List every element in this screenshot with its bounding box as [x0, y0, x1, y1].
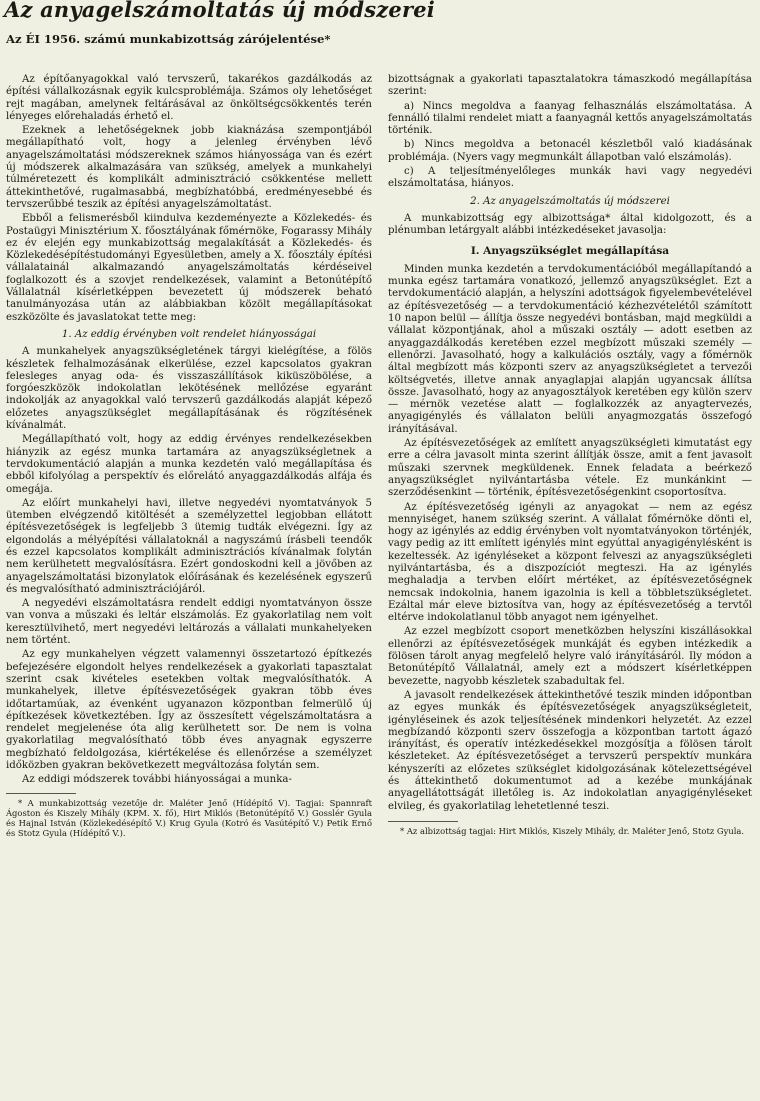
paragraph: Ezeknek a lehetőségeknek jobb kiaknázása szempontjából megállapítható volt, hogy a jelenleg érvényben lévő anyagelszámoltatási módszereknek számos hiányossága van és ezért új módszerek alkalmazására van szükség, amelyek a munkahelyi túlméretezett és komplikált adminisztráció csökkentése mellett áttekinthetővé, rugalmasabbá, megbízhatóbbá, eredményesebbé és tervszerűbbé teszik az építési anyagelszámoltatást.: [6, 125, 372, 210]
article-title: Az anyagelszámoltatás új módszerei: [4, 0, 435, 22]
paragraph: A munkabizottság egy albizottsága* által kidolgozott, és a plénumban letárgyalt alábbi intézkedéseket javasolja:: [388, 212, 752, 237]
footnote: * Az albizottság tagjai: Hirt Miklós, Kiszely Mihály, dr. Maléter Jenő, Stotz Gyula.: [400, 825, 745, 836]
left-column: [6, 74, 372, 838]
subsection-heading: I. Anyagszükséglet megállapítása: [470, 244, 670, 257]
paragraph: Minden munka kezdetén a tervdokumentációból megállapítandó a munka egész tartamára vonatkozó, jellemző anyagszükséglet. Ezt a tervdokumentáció alapján, a helyszíni adottságok figyelembevételével az építésvezetőség — a tervdokumentáció kézhezvételétől számított 10 napon belül — állítja össze negyedévi bontásban, majd megküldi a vállalat központjának, ahol a műszaki osztály — adott esetben az anyaggazdálkodás keretében ezzel megbízott műszaki személy — ellenőrzi. Javasolható, hogy a kalkulációs osztály, vagy a főmérnök által megbízott más központi szerv az anyagszükségletet a tervezői költségvetés, illetve annak anyaglapjai alapján ugyancsak állítsa össze. Javasolható, hogy az anyagosztályok keretében egy külön szerv — mérnök vezetése alatt — foglalkozzék az anyagtervezés, anyagigénylés és vállalaton belüli anyagmozgatás összefogó irányításával.: [388, 263, 752, 435]
paragraph: A munkahelyek anyagszükségletének tárgyi kielégítése, a fölös készletek felhalmozásának elkerülése, ezzel kapcsolatos gyakran felesleges anyag oda- és visszaszállítások kiküszöbölése, a forgóeszközök indokolatlan lekötésének mellőzése egyaránt indokolják az anyagokkal való tervszerű gazdálkodás alapját képező előzetes anyagszükséglet megállapításának és rögzítésének kívánalmát.: [6, 346, 372, 432]
list-item: c) A teljesítményelőleges munkák havi vagy negyedévi elszámoltatása, hiányos.: [388, 166, 752, 190]
paragraph: A javasolt rendelkezések áttekinthetővé teszik minden időpontban az egyes munkák és építésvezetőségek anyagszükségleteit, igényléseinek és azok teljesítésének mindenkori helyzetét. Az ezzel megbízandó központi szerv összefogja a központban tartott ágazó irányítást, és operatív intézkedésekkel mozgósítja a fölösen tárolt készleteket. Az építésvezetőséget a tervszerű perspektív munkára kényszeríti az előzetes szükséglet kidolgozásának kötelezettségével és áttekinthető dokumentumot ad a kezébe munkájának anyagellátottságát illetőleg is. Az indokolatlan anyagigényléseket elvileg, és gyakorlatilag lehetetlenné teszi.: [388, 689, 752, 812]
paragraph: A negyedévi elszámoltatásra rendelt eddigi nyomtatványon össze van vonva a műszaki és leltár elszámolás. Ez gyakorlatilag nem volt keresztülvihető, mert negyedévi leltározás a vállalati munkahelyeken nem történt.: [6, 598, 372, 647]
list-item: a) Nincs megoldva a faanyag felhasználás elszámoltatása. A fennálló tilalmi rendelet miatt a faanyagnál kettős anyagelszámoltatás történik.: [388, 100, 752, 137]
paragraph: Az ezzel megbízott csoport menetközben helyszíni kiszállásokkal ellenőrzi az építésvezetőségek munkáját és egyben intézkedik a fölösen tárolt anyag megfelelő helyre való irányításáról. Ily módon a Betonútépítő Vállalatnál, amely ezt a módszert kísérletképpen bevezette, nagyobb készletek szabadultak fel.: [388, 626, 752, 687]
paragraph: Megállapítható volt, hogy az eddig érvényes rendelkezésekben hiányzik az egész munka tartamára az anyagszükségletnek a tervdokumentáció alapján a munka kezdetén való megállapítása és ebből kifolyólag a perspektív és előrelátó anyaggazdálkodás alfája és omegája.: [6, 434, 372, 495]
footnote: * A munkabizottság vezetője dr. Maléter Jenő (Hídépítő V). Tagjai: Spannraft Ágoston és Kiszely Mihály (KPM. X. fő), Hirt Miklós (Betonútépítő V.) Gosslér Gyula és Hajnal István (Közlekedésépítő V.) Krug Gyula (Kotró és Vasútépítő V.) Petik Ernő és Stotz Gyula (Hídépítő V.).: [6, 797, 372, 839]
article-subtitle: Az ÉI 1956. számú munkabizottság zárójelentése*: [6, 32, 331, 46]
paragraph: Az egy munkahelyen végzett valamennyi összetartozó építkezés befejezésére elgondolt helyes rendelkezések a gyakorlati tapasztalat szerint csak kivételes esetekben voltak megvalósíthatók. A munkahelyek, illetve építésvezetőségek gyakran több éves időtartamúak, az évenként ugyanazon központban felmerülő új építkezések következtében. Így az összesített végelszámoltatásra a rendelet megjelenése óta alig kerülhetett sor. De nem is volna gyakorlatilag megvalósítható több éves anyagnak egyszerre megbízható feldolgozása, kiértékelése és ellenőrzése a személyzet időközben gyakran bekövetkezett megváltozása folytán sem.: [6, 649, 372, 772]
right-column: [388, 74, 752, 836]
paragraph: Az építőanyagokkal való tervszerű, takarékos gazdálkodás az építési vállalkozásnak egyik kulcsproblémája. Számos oly lehetőséget rejt magában, amelynek feltárásával az önköltségcsökkentés terén lényeges előrehaladás érhető el.: [6, 74, 372, 122]
footnote-divider: [6, 793, 76, 794]
paragraph: Az építésvezetőség igényli az anyagokat — nem az egész mennyiséget, hanem szükség szerint. A vállalat főmérnöke dönti el, hogy az igénylés az eddig érvényben volt nyomtatványokon történjék, vagy pedig az itt említett igénylés mint egyúttal anyagigénylésként is kezeltessék. Az igényléseket a központ felveszi az anyagszükségleti nyilvántartásba, és a diszpozíciót megteszi. Ha az igénylés meghaladja a tervben előírt mértéket, az építésvezetőségnek nemcsak indokolnia, hanem igazolnia is kell a többletszükségletet. Ezáltal már eleve biztosítva van, hogy az építésvezetőség a tervtől eltérve indokolatlanul több anyagot nem igényelhet.: [388, 501, 752, 624]
paragraph: Ebből a felismerésből kiindulva kezdeményezte a Közlekedés- és Postaügyi Minisztérium X. főosztályának főmérnöke, Fogarassy Mihály ez év elején egy munkabizottság megalakítását a Közlekedés- és Közlekedésépítéstudományi Egyesületben, amely a X. főosztály építési vállalatainál alkalmazandó anyagelszámoltatás kérdéseivel foglalkozott és a szovjet rendelkezések, valamint a Betonútépítő Vállalatnál kísérletképpen bevezetett új módszerek beható tanulmányozása után az alábbiakban közölt megállapításokat eszközölte és javaslatokat tette meg:: [6, 213, 372, 323]
paragraph: Az eddigi módszerek további hiányosságai a munka-: [22, 774, 292, 786]
section-heading: 1. Az eddig érvényben volt rendelet hiányosságai: [61, 328, 317, 340]
paragraph: bizottságnak a gyakorlati tapasztalatokra támaszkodó megállapítása szerint:: [388, 74, 752, 98]
footnote-divider: [388, 821, 458, 822]
paragraph: Az építésvezetőségek az említett anyagszükségleti kimutatást egy erre a célra javasolt minta szerint állítják össze, amit a fent javasolt műszaki szervnek megküldenek. Ennek feladata a beérkező anyagszükséglet nyilvántartásba vétele. Ez munkánkint — szerződésenkint — történik, építésvezetőségenkint csoportosítva.: [388, 438, 752, 499]
paragraph: Az előírt munkahelyi havi, illetve negyedévi nyomtatványok 5 ütemben elvégzendő kitöltését a személyzettel legjobban ellátott építésvezetőségek is legfeljebb 3 ütemig tudták elvégezni. Így az elgondolás a mélyépítési vállalatoknál a nagyszámú írásbeli teendők és ezzel kapcsolatos komplikált adminisztrációs kívánalmak folytán nem kerülhetett megvalósításra. Ezért gondoskodni kell a jövőben az anyagelszámoltatási bizonylatok előírásának és kezelésének egyszerű és megvalósítható adminisztrációjáról.: [6, 497, 372, 595]
list-item: b) Nincs megoldva a betonacél készletből való kiadásának problémája. (Nyers vagy megmunkált állapotban való elszámolás).: [388, 139, 752, 163]
section-heading: 2. Az anyagelszámoltatás új módszerei: [470, 195, 670, 207]
